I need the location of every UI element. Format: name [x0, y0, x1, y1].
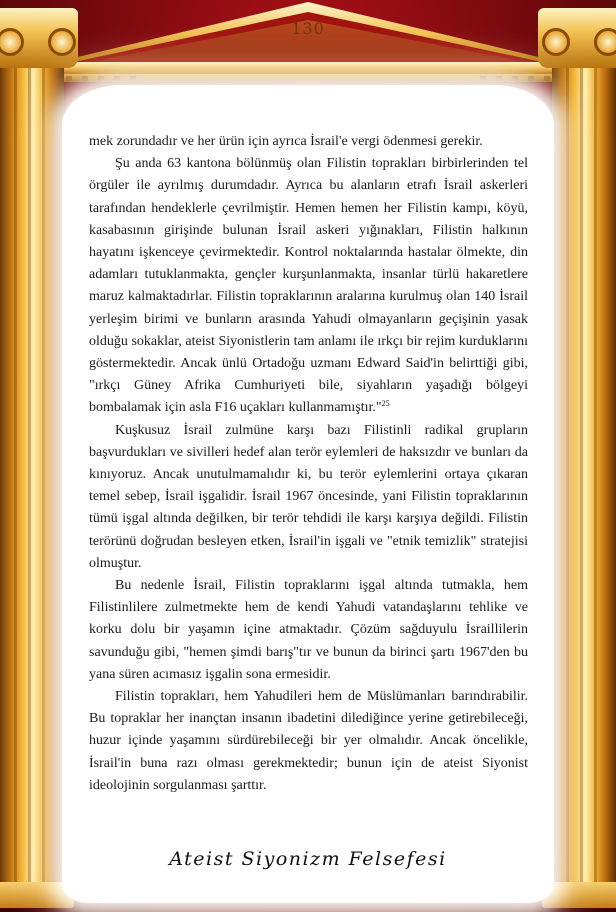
paragraph-1	[89, 131, 528, 153]
paragraph-3	[89, 420, 528, 575]
paragraph-2	[89, 153, 528, 419]
right-capital	[538, 8, 616, 68]
paragraph-text: mek zorundadır ve her ürün için ayrıca İsrail'e vergi ödenmesi gerekir.	[89, 134, 483, 149]
paragraph-text: Kuşkusuz İsrail zulmüne karşı bazı Filistinli radikal grupların başvurdukları ve sivilleri hedef alan terör eylemleri de haksızdır ve bunları da kınıyoruz. Ancak unutulmamalıdır ki, bu terör eylemlerini ortaya çıkaran temel sebep, İsrail işgalidir. İsrail 1967 öncesinde, yani Filistin topraklarının tümü işgal altında değilken, bir terör tehdidi ile karşı karşıya değildi. Filistin terörünü doğrudan besleyen etken, İsrail'in işgali ve "etnik temizlik" stratejisi olmuştur.	[89, 422, 528, 571]
paragraph-5	[89, 686, 528, 797]
left-capital	[0, 8, 78, 68]
pediment-roof	[40, 0, 576, 86]
paragraph-text: Şu anda 63 kantona bölünmüş olan Filistin toprakları birbirlerinden tel örgüler ile ayrılmış durumdadır. Ayrıca bu alanların etrafı İsrail askerleri tarafından hendeklerle çevrilmiştir. Hemen hemen her Filistin kampı, köyü, kasabasının girişinde bulunan İsrail askeri yığınakları, Filistin halkının hayatını işkenceye çevirmektedir. Kontrol noktalarında hastalar ölmekte, din adamları tutuklanmakta, gençler kurşunlanmakta, insanlar türlü hakaretlere maruz kalmaktadırlar. Filistin topraklarının aralarına kurulmuş olan 140 İsrail yerleşim birimi ve bunların arasında Yahudi olmayanların geçişinin yasak olduğu sokaklar, ateist Siyonistlerin tam anlamı ile ırkçı bir rejim kurduklarını göstermektedir. Ancak ünlü Ortadoğu uzmanı Edward Said'in belirttiği gibi, "ırkçı Güney Afrika Cumhuriyeti bile, siyahların yaşadığı bölgeyi bombalamak için asla F16 uçakları kullanmamıştır."	[89, 156, 528, 416]
paragraph-text: Filistin toprakları, hem Yahudileri hem de Müslümanları barındırabilir. Bu topraklar her inançtan insanın ibadetini dilediğince yerine getirebileceği, huzur içinde yaşamını sürdürebileceği bir yer olmalıdır. Ancak öncelikle, İsrail'in buna razı olması gerekmektedir; bunun için de ateist Siyonist ideolojinin sorgulanması şarttır.	[89, 689, 528, 793]
paragraph-4	[89, 575, 528, 686]
paragraph-text: Bu nedenle İsrail, Filistin topraklarını işgal altında tutmakla, hem Filistinlilere zulmetmekte hem de kendi Yahudi vatandaşlarını tehlike ve korku dolu bir yaşamın içine atmaktadır. Çözüm sağduyulu İsraillilerin savunduğu gibi, "hemen şimdi barış"tır ve bunun da birinci şartı 1967'den bu yana süren acımasız işgalin sona ermesidir.	[89, 578, 528, 682]
right-column	[552, 40, 616, 900]
left-column	[0, 40, 64, 900]
page-number: 130	[291, 19, 325, 38]
book-title-footer: Ateist Siyonizm Felsefesi	[169, 848, 447, 870]
footnote-marker: 25	[381, 399, 390, 409]
body-text	[89, 131, 528, 797]
